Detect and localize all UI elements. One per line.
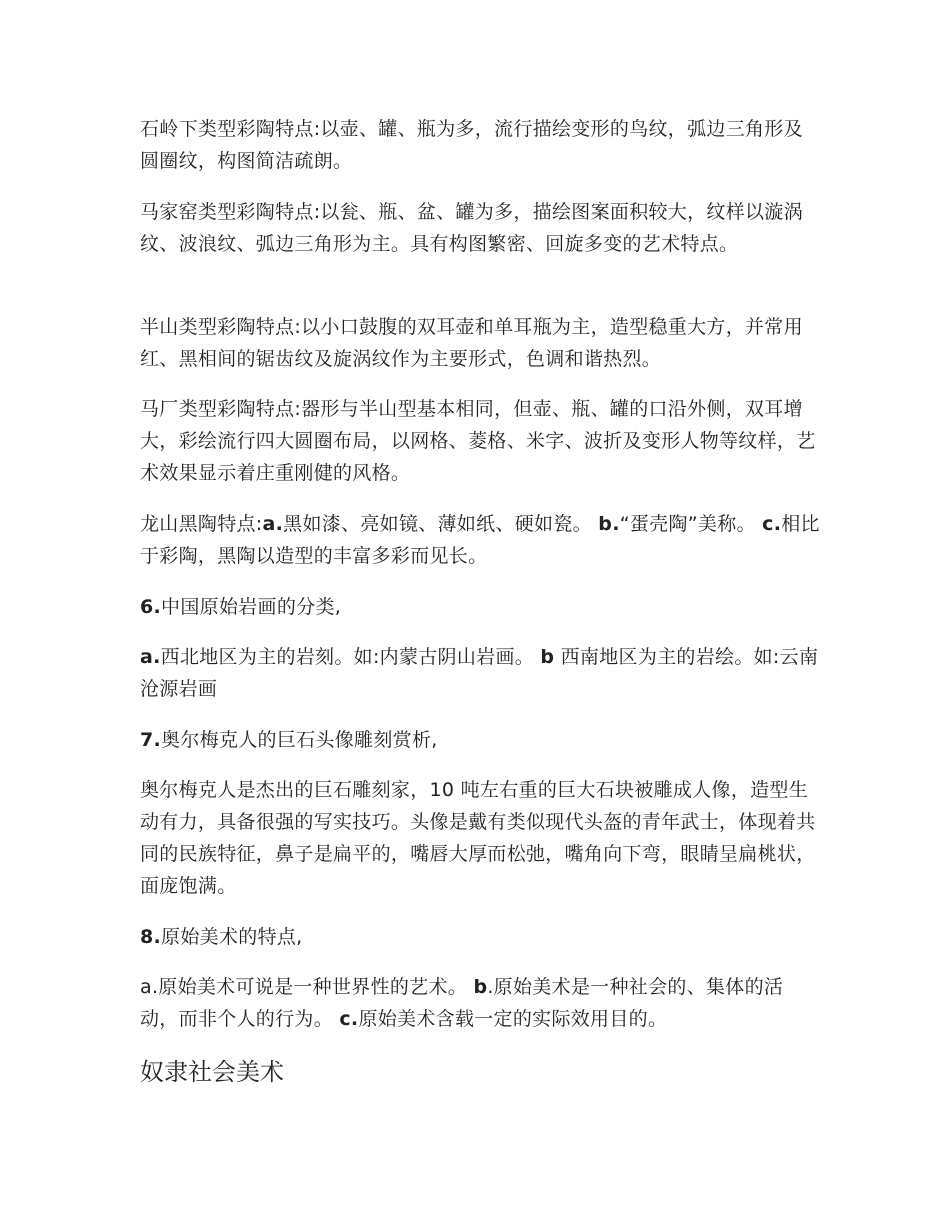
longshan-c-text: 相比于彩陶，黑陶以造型的丰富多彩而见长。	[140, 513, 820, 567]
question-6-number: 6.	[140, 596, 162, 618]
paragraph-longshan	[140, 508, 820, 572]
longshan-b-mark: b.	[598, 513, 620, 535]
paragraph-majiayao: 马家窑类型彩陶特点:以瓮、瓶、盆、罐为多，描绘图案面积较大，纹样以漩涡纹、波浪纹、弧边三角形为主。具有构图繁密、回旋多变的艺术特点。	[140, 201, 803, 255]
paragraph-shilingxia: 石岭下类型彩陶特点:以壶、罐、瓶为多，流行描绘变形的鸟纹，弧边三角形及圆圈纹，构图简洁疏朗。	[140, 118, 803, 172]
longshan-intro: 龙山黑陶特点:	[140, 513, 263, 535]
answer-6	[140, 641, 820, 705]
question-7-number: 7.	[140, 729, 162, 751]
question-6-text: 中国原始岩画的分类,	[161, 596, 342, 618]
question-8-text: 原始美术的特点,	[161, 926, 303, 948]
answer-8-c-text: 原始美术含载一定的实际效用目的。	[358, 1008, 668, 1030]
answer-8-b-mark: b	[473, 976, 488, 998]
question-8	[140, 921, 820, 953]
question-6	[140, 591, 820, 623]
answer-8-b-text: .原始美术是一种社会的、集体的活动，而非个人的行为。	[140, 976, 784, 1030]
question-7-text: 奥尔梅克人的巨石头像雕刻赏析,	[161, 729, 438, 751]
answer-6-a-text: 西北地区为主的岩刻。如:内蒙古阴山岩画。	[160, 646, 541, 668]
paragraph-machang: 马厂类型彩陶特点:器形与半山型基本相同，但壶、瓶、罐的口沿外侧，双耳增大，彩绘流行四大圆圈布局，以网格、菱格、米字、波折及变形人物等纹样，艺术效果显示着庄重刚健的风格。	[140, 398, 816, 484]
longshan-a-mark: a.	[262, 513, 284, 535]
section-heading: 奴隶社会美术	[140, 1058, 284, 1086]
longshan-a-text: 黑如漆、亮如镜、薄如纸、硬如瓷。	[283, 513, 599, 535]
question-8-number: 8.	[140, 926, 162, 948]
longshan-b-text: “蛋壳陶”美称。	[619, 513, 763, 535]
longshan-c-mark: c.	[762, 513, 782, 535]
answer-8	[140, 971, 820, 1035]
answer-8-a-text: a.原始美术可说是一种世界性的艺术。	[140, 976, 474, 998]
answer-6-b-text: 西南地区为主的岩绘。如:云南沧源岩画	[140, 646, 819, 700]
paragraph-banshan: 半山类型彩陶特点:以小口鼓腹的双耳壶和单耳瓶为主，造型稳重大方，并常用红、黑相间的锯齿纹及旋涡纹作为主要形式，色调和谐热烈。	[140, 316, 803, 370]
answer-7: 奥尔梅克人是杰出的巨石雕刻家，10 吨左右重的巨大石块被雕成人像，造型生动有力，具备很强的写实技巧。头像是戴有类似现代头盔的青年武士，体现着共同的民族特征，鼻子是扁平的，嘴唇大厚而松弛，嘴角向下弯，眼睛呈扁桃状，面庞饱满。	[140, 779, 816, 897]
answer-6-a-mark: a.	[140, 646, 161, 668]
answer-6-b-mark: b	[540, 646, 555, 668]
answer-8-c-mark: c.	[339, 1008, 359, 1030]
question-7	[140, 724, 820, 756]
